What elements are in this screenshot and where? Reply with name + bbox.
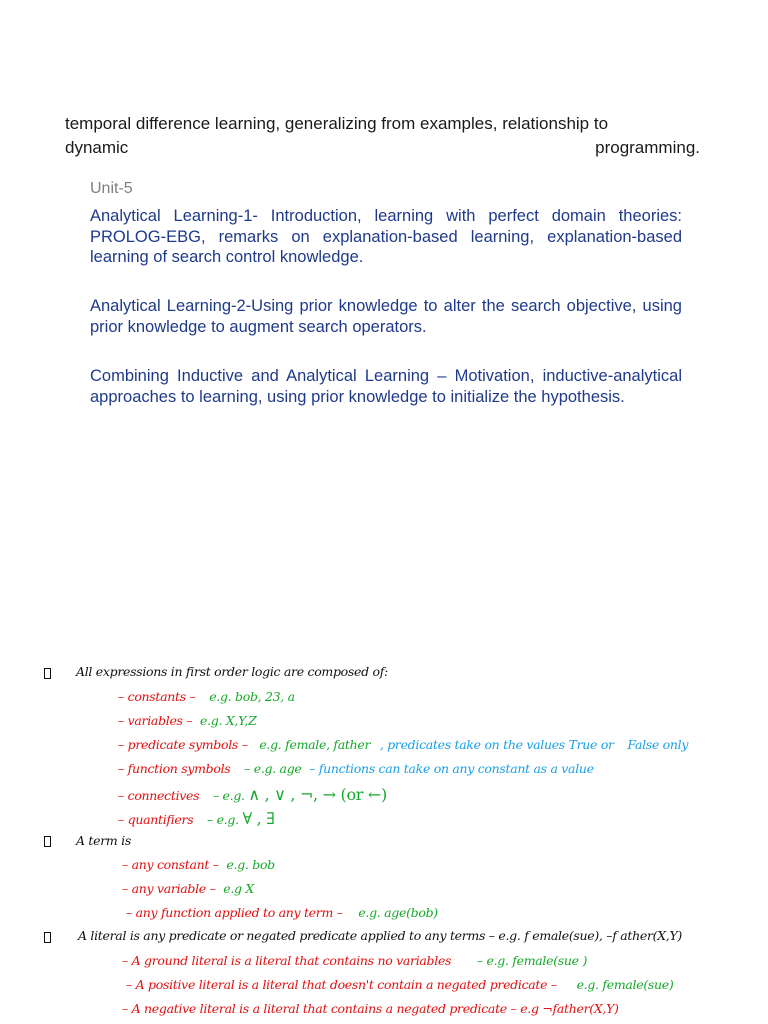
eg-predicates: e.g. female, father bbox=[259, 737, 371, 752]
intro-line-2 bbox=[65, 136, 700, 160]
eg-connectives-symbols: ∧ , ∨ , ¬, → (or ←) bbox=[248, 785, 387, 804]
note-variables bbox=[118, 713, 257, 728]
note-quantifiers bbox=[118, 809, 275, 828]
bullet-box-icon bbox=[44, 668, 51, 679]
label-term-constant: – any constant – bbox=[122, 857, 219, 872]
label-functions: – function symbols bbox=[118, 761, 231, 776]
label-term-variable: – any variable – bbox=[122, 881, 216, 896]
note-connectives bbox=[118, 785, 387, 804]
bullet-box-icon bbox=[44, 836, 51, 847]
note-term: A term is bbox=[76, 833, 131, 848]
note-term-function bbox=[126, 905, 438, 920]
note-term-constant bbox=[122, 857, 275, 872]
note-predicates-values: , predicates take on the values True or bbox=[379, 737, 614, 752]
bullet-box-icon bbox=[44, 932, 51, 943]
note-positive-literal bbox=[126, 977, 673, 992]
eg-term-function: e.g. age(bob) bbox=[358, 905, 438, 920]
note-ground-literal bbox=[122, 953, 587, 968]
eg-term-variable: e.g X bbox=[223, 881, 254, 896]
eg-quantifiers-symbols: ∀ , ∃ bbox=[242, 809, 275, 828]
label-quantifiers: – quantifiers bbox=[118, 812, 194, 827]
note-term-variable bbox=[122, 881, 254, 896]
label-ground-literal: – A ground literal is a literal that contains no variables bbox=[122, 953, 452, 968]
label-constants: – constants – bbox=[118, 689, 196, 704]
note-functions-values: – functions can take on any constant as a value bbox=[309, 761, 594, 776]
note-functions bbox=[118, 761, 594, 776]
eg-quantifiers-prefix: – e.g. bbox=[207, 812, 239, 827]
unit-title: Unit-5 bbox=[90, 180, 133, 197]
eg-constants: e.g. bob, 23, a bbox=[209, 689, 295, 704]
unit-paragraph-1: Analytical Learning-1- Introduction, learning with perfect domain theories: PROLOG-EBG, remarks on explanation-based learning, explanation-based learning of search control knowledge. bbox=[90, 207, 682, 266]
intro-text bbox=[65, 112, 700, 160]
note-literal: A literal is any predicate or negated predicate applied to any terms – e.g. f emale(sue), –f ather(X,Y) bbox=[78, 928, 683, 943]
intro-line-2-left: dynamic bbox=[65, 138, 129, 157]
label-term-function: – any function applied to any term – bbox=[126, 905, 343, 920]
eg-functions: – e.g. age bbox=[244, 761, 302, 776]
label-negative-literal: – A negative literal is a literal that contains a negated predicate – e.g ¬father(X,Y) bbox=[122, 1001, 619, 1016]
note-constants bbox=[118, 689, 295, 704]
eg-term-constant: e.g. bob bbox=[226, 857, 275, 872]
label-variables: – variables – bbox=[118, 713, 193, 728]
eg-connectives-prefix: – e.g. bbox=[212, 788, 245, 803]
label-positive-literal: – A positive literal is a literal that doesn't contain a negated predicate – bbox=[126, 977, 557, 992]
note-predicates bbox=[118, 737, 688, 752]
intro-line-2-right: programming. bbox=[595, 138, 700, 157]
intro-line-1: temporal difference learning, generalizing from examples, relationship to bbox=[65, 114, 609, 133]
eg-ground-literal: – e.g. female(sue ) bbox=[476, 953, 588, 968]
label-connectives: – connectives bbox=[118, 788, 200, 803]
note-predicates-false: False only bbox=[627, 737, 689, 752]
unit-paragraph-2: Analytical Learning-2-Using prior knowledge to alter the search objective, using prior knowledge to augment search operators. bbox=[90, 297, 682, 336]
unit-paragraph-3: Combining Inductive and Analytical Learning – Motivation, inductive-analytical approaches to learning, using prior knowledge to initialize the hypothesis. bbox=[90, 367, 682, 406]
note-expressions: All expressions in first order logic are composed of: bbox=[76, 664, 388, 679]
note-negative-literal bbox=[122, 1001, 619, 1016]
label-predicates: – predicate symbols – bbox=[118, 737, 248, 752]
eg-variables: e.g. X,Y,Z bbox=[200, 713, 257, 728]
eg-positive-literal: e.g. female(sue) bbox=[576, 977, 674, 992]
